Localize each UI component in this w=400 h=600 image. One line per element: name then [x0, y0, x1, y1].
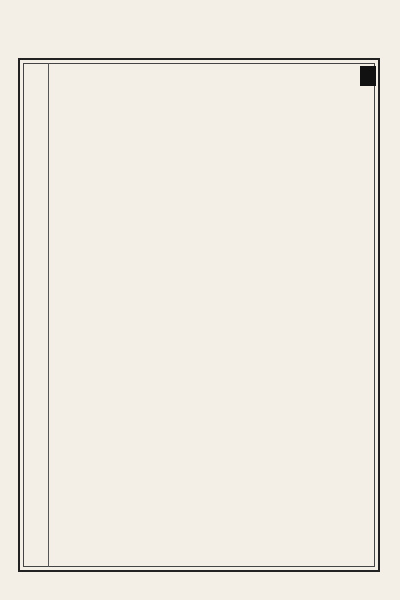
text-column-15	[94, 66, 110, 566]
text-column-2	[341, 66, 357, 566]
text-column-13	[132, 66, 148, 566]
text-column-7	[246, 66, 262, 566]
chapter-tag	[360, 66, 376, 86]
text-column-9	[208, 66, 224, 566]
text-column-5	[284, 66, 300, 566]
text-column-10	[189, 66, 205, 566]
text-column-3	[322, 66, 338, 566]
text-column-14	[113, 66, 129, 566]
header-annotations	[18, 2, 380, 58]
text-column-11	[170, 66, 186, 566]
text-column-4	[303, 66, 319, 566]
text-column-1	[360, 86, 376, 566]
text-column-6	[265, 66, 281, 566]
text-column-17	[56, 66, 72, 566]
text-column-12	[151, 66, 167, 566]
column-divider	[48, 63, 49, 567]
text-column-16	[75, 66, 91, 566]
running-title	[20, 66, 42, 566]
text-column-8	[227, 66, 243, 566]
